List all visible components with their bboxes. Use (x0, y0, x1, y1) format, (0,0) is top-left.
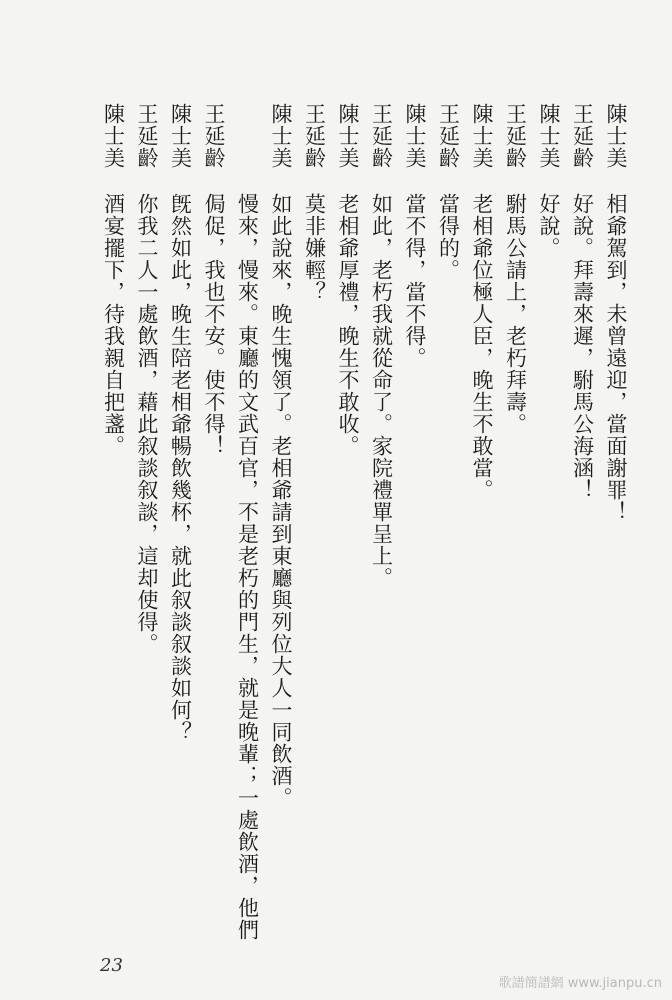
dialogue-line (300, 103, 330, 303)
line-text: 如此說來，晚生愧領了。老相爺請到東廳與列位大人一同飲酒。 (269, 193, 293, 809)
dialogue-line (534, 103, 564, 259)
line-text: 酒宴擺下，待我親自把盞。 (101, 193, 126, 457)
dialogue-line (601, 103, 631, 523)
dialogue-line (333, 103, 363, 457)
line-text: 相爺駕到，未曾遠迎，當面謝罪！ (604, 193, 628, 523)
speaker-name: 陳士美 (168, 103, 193, 169)
line-text: 當不得，當不得。 (403, 193, 427, 369)
line-text: 老相爺位極人臣，晚生不敢當。 (470, 193, 494, 501)
speaker-name: 王延齡 (302, 103, 327, 169)
line-text: 好說。 (537, 193, 561, 259)
dialogue-line (434, 103, 464, 281)
dialogue-line (266, 103, 296, 809)
speaker-name: 陳士美 (470, 103, 494, 169)
dialogue-line (99, 103, 129, 457)
line-text: 侷促，我也不安。使不得！ (202, 193, 226, 457)
line-text: 莫非嫌輕？ (302, 193, 327, 303)
line-text: 慢來，慢來。東廳的文武百官，不是老朽的門生，就是晚輩；一處飲酒，他們 (235, 193, 260, 941)
speaker-name: 陳士美 (604, 103, 628, 169)
line-text: 如此，老朽我就從命了。家院禮單呈上。 (369, 193, 394, 589)
speaker-name: 陳士美 (336, 103, 360, 169)
speaker-name: 王延齡 (570, 103, 595, 169)
speaker-name: 王延齡 (503, 103, 528, 169)
dialogue-line (501, 103, 531, 435)
line-text: 你我二人一處飲酒，藉此叙談叙談，這却使得。 (135, 193, 159, 655)
dialogue-line (400, 103, 430, 369)
speaker-name: 王延齡 (369, 103, 394, 169)
line-text: 駙馬公請上，老朽拜壽。 (503, 193, 528, 435)
dialogue-line (467, 103, 497, 501)
dialogue-line (367, 103, 397, 589)
dialogue-line (199, 103, 229, 457)
line-text: 旣然如此，晚生陪老相爺暢飲幾杯，就此叙談叙談如何？ (168, 193, 193, 743)
dialogue-line (233, 103, 263, 941)
speaker-name: 陳士美 (101, 103, 126, 169)
speaker-name: 陳士美 (269, 103, 293, 169)
dialogue-line (166, 103, 196, 743)
dialogue-line (132, 103, 162, 655)
speaker-name: 王延齡 (436, 103, 461, 169)
speaker-name: 陳士美 (537, 103, 561, 169)
line-text: 老相爺厚禮，晚生不敢收。 (336, 193, 360, 457)
page-number: 23 (100, 955, 123, 976)
speaker-name: 王延齡 (202, 103, 226, 169)
watermark: 歌譜簡譜網 www.jianpu.cn (498, 976, 662, 991)
speaker-name: 陳士美 (403, 103, 427, 169)
speaker-name: 王延齡 (135, 103, 159, 169)
line-text: 好說。拜壽來遲，駙馬公海涵！ (570, 193, 595, 501)
dialogue-line (568, 103, 598, 501)
line-text: 當得的。 (436, 193, 461, 281)
